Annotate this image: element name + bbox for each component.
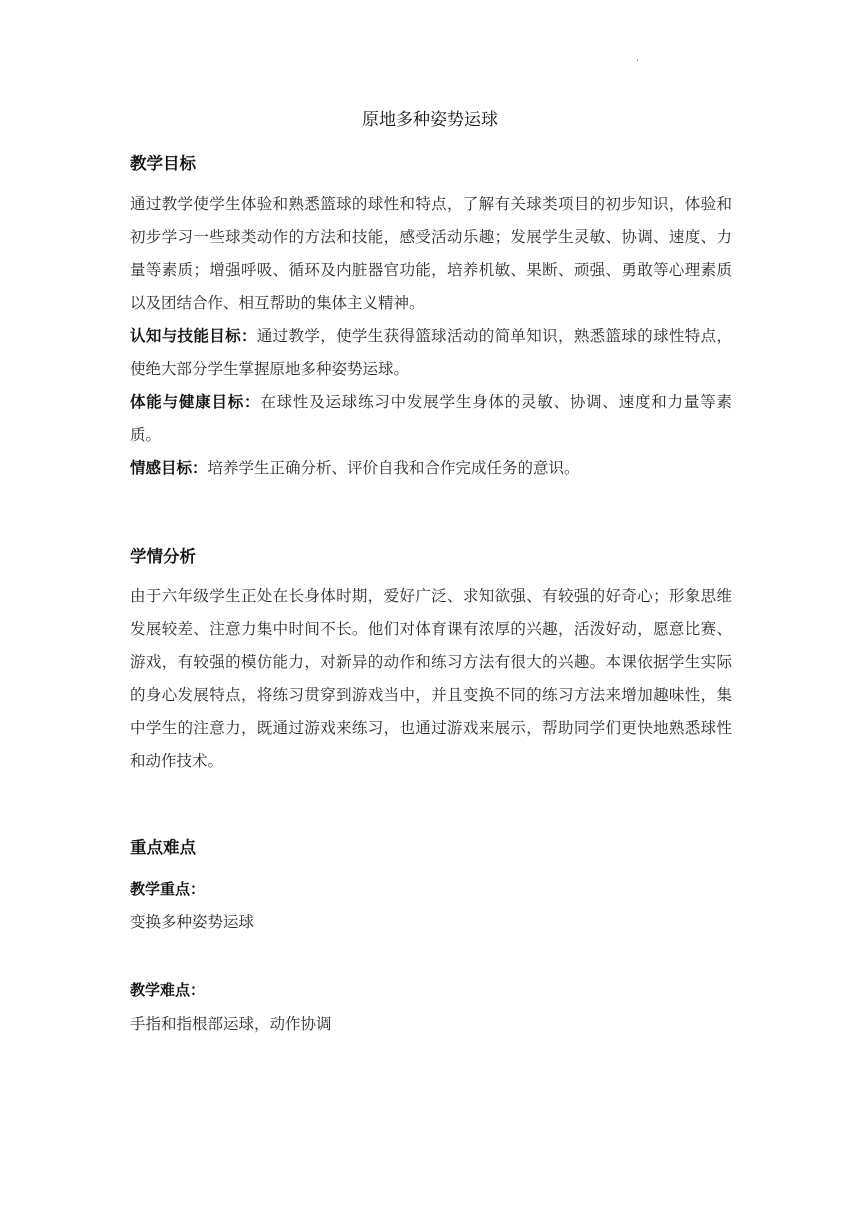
goals-intro-paragraph: 通过教学使学生体验和熟悉篮球的球性和特点，了解有关球类项目的初步知识，体验和初步学习一些球类动作的方法和技能，感受活动乐趣；发展学生灵敏、协调、速度、力量等素质；增强呼吸、循环及内脏器官功能，培养机敏、果断、顽强、勇敢等心理素质以及团结合作、相互帮助的集体主义精神。: [130, 195, 732, 312]
document-title: 原地多种姿势运球: [362, 110, 498, 130]
corner-mark: ·: [636, 56, 640, 67]
section-heading-keypoints: 重点难点: [130, 838, 196, 857]
section-student-analysis: [130, 545, 732, 569]
cognitive-goal-label: 认知与技能目标：: [130, 327, 257, 345]
physical-goal-label: 体能与健康目标：: [130, 393, 261, 411]
section-heading-goals: 教学目标: [130, 154, 196, 173]
physical-goal-text: 在球性及运球练习中发展学生身体的灵敏、协调、速度和力量等素质。: [130, 393, 732, 444]
cognitive-goal-paragraph: [130, 320, 732, 386]
section-heading-analysis: 学情分析: [130, 547, 196, 566]
teaching-focus-text: 变换多种姿势运球: [130, 913, 255, 931]
goals-body: [130, 188, 732, 485]
focus-text-block: [130, 910, 732, 934]
emotional-goal-paragraph: [130, 452, 732, 485]
teaching-focus-label: 教学重点：: [130, 880, 206, 898]
emotional-goal-text: 培养学生正确分析、评价自我和合作完成任务的意识。: [207, 459, 580, 477]
physical-goal-paragraph: [130, 386, 732, 452]
teaching-difficulty-text: 手指和指根部运球，动作协调: [130, 1015, 332, 1033]
difficulty-block: [130, 978, 732, 1002]
cognitive-goal-text: 通过教学，使学生获得篮球活动的简单知识，熟悉篮球的球性特点，使绝大部分学生掌握原地多种姿势运球。: [130, 327, 732, 378]
analysis-paragraph: 由于六年级学生正处在长身体时期，爱好广泛、求知欲强、有较强的好奇心；形象思维发展较差、注意力集中时间不长。他们对体育课有浓厚的兴趣，活泼好动，愿意比赛、游戏，有较强的模仿能力，对新异的动作和练习方法有很大的兴趣。本课依据学生实际的身心发展特点，将练习贯穿到游戏当中，并且变换不同的练习方法来增加趣味性，集中学生的注意力，既通过游戏来练习，也通过游戏来展示，帮助同学们更快地熟悉球性和动作技术。: [130, 587, 732, 770]
teaching-difficulty-label: 教学难点：: [130, 981, 206, 999]
emotional-goal-label: 情感目标：: [130, 459, 208, 477]
analysis-body: [130, 580, 732, 778]
difficulty-text-block: [130, 1012, 732, 1036]
focus-block: [130, 877, 732, 901]
section-teaching-goals: [130, 152, 732, 176]
section-key-points: [130, 836, 732, 860]
